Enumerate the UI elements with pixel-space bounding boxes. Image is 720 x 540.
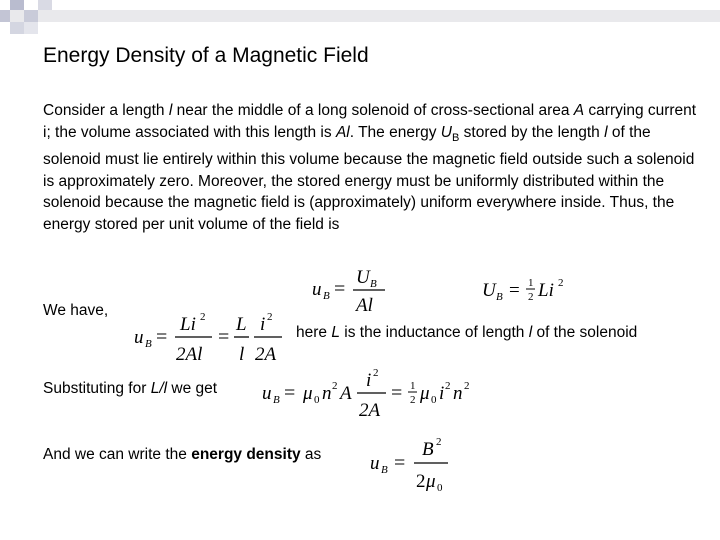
- eq-half-num: 1: [410, 380, 416, 392]
- eq-mu: μ: [303, 383, 313, 404]
- eq-mu: μ: [426, 471, 436, 492]
- eq-exponent: 2: [373, 367, 379, 379]
- para-text: Consider a length: [43, 102, 169, 119]
- para-text: of the solenoid must lie entirely within this volume because the magnetic field outside such a solenoid is approximately zero. Moreover, the stored energy must be uniformly distributed within the solenoid because the magnetic field is (approximately) uniform everywhere inside. Thus, the energy stored per unit volume of the field is: [43, 123, 695, 233]
- eq-term: i: [439, 383, 445, 404]
- deco-square: [24, 22, 38, 34]
- eq-denominator: 2A: [255, 344, 277, 365]
- label-text: And we can write the: [43, 446, 192, 463]
- label-text: as: [300, 446, 322, 463]
- we-have-label: We have,: [43, 302, 109, 319]
- note-var: l: [528, 324, 533, 341]
- deco-square: [10, 22, 24, 34]
- eq-equals: =: [394, 452, 406, 474]
- eq-subscript: 0: [314, 394, 320, 406]
- eq-numerator: Li: [180, 314, 196, 335]
- note-text: is the inductance of length: [339, 324, 529, 341]
- eq-symbol: U: [482, 280, 496, 301]
- eq-subscript: B: [323, 290, 330, 302]
- sub-text: we get: [167, 380, 218, 397]
- para-var: l: [604, 123, 608, 141]
- para-text: stored by the length: [459, 123, 605, 141]
- eq-denominator: l: [239, 344, 245, 365]
- header-decoration: [0, 0, 720, 45]
- eq-subscript: B: [381, 464, 388, 476]
- eq-subscript: B: [496, 291, 503, 303]
- eq-equals: =: [218, 326, 230, 348]
- eq-exponent: 2: [445, 380, 451, 392]
- eq-numerator: B: [422, 439, 434, 460]
- eq-exponent: 2: [200, 311, 206, 323]
- eq-term: n: [322, 383, 332, 404]
- eq-half-num: 1: [528, 277, 534, 289]
- eq-equals: =: [509, 280, 520, 301]
- eq-denominator: 2A: [359, 400, 381, 421]
- para-var: l: [168, 102, 173, 119]
- note-text: of the solenoid: [532, 324, 638, 341]
- eq-equals: =: [391, 382, 403, 404]
- eq-symbol: u: [312, 279, 322, 300]
- substituting-label: [43, 380, 217, 398]
- para-text: . The energy: [349, 123, 441, 141]
- eq-denominator: Al: [356, 295, 373, 316]
- deco-square: [10, 0, 24, 10]
- equation-stored-energy: [480, 272, 580, 308]
- eq-numerator: L: [236, 314, 247, 335]
- sub-text: Substituting for: [43, 380, 151, 397]
- header-band: [0, 10, 720, 22]
- para-var: A: [573, 102, 585, 119]
- eq-half-den: 2: [410, 394, 416, 406]
- eq-term: A: [340, 383, 352, 404]
- body-paragraph: [43, 100, 703, 235]
- eq-subscript: B: [145, 338, 152, 350]
- eq-subscript: 0: [431, 394, 437, 406]
- sub-var: L/l: [150, 380, 168, 397]
- equation-substitution: [132, 310, 292, 368]
- eq-exponent: 2: [436, 436, 442, 448]
- equation-energy-density-final: [368, 432, 458, 494]
- para-text: near the middle of a long solenoid of cross-sectional area: [172, 102, 574, 119]
- eq-symbol: u: [134, 327, 144, 348]
- eq-term: n: [453, 383, 463, 404]
- eq-subscript: 0: [437, 482, 443, 494]
- equation-mu-form: [260, 366, 480, 424]
- note-text: here: [296, 324, 332, 341]
- note-var: L: [331, 324, 340, 341]
- eq-numerator: i: [366, 370, 372, 391]
- eq-term: Li: [538, 280, 554, 301]
- eq-exponent: 2: [332, 380, 338, 392]
- label-bold: energy density: [191, 446, 301, 463]
- eq-denominator: 2Al: [176, 344, 203, 365]
- eq-symbol: u: [370, 453, 380, 474]
- energy-density-label: [43, 446, 321, 464]
- eq-half-den: 2: [528, 291, 534, 303]
- eq-exponent: 2: [464, 380, 470, 392]
- para-sub: B: [452, 131, 460, 144]
- slide-title: Energy Density of a Magnetic Field: [43, 44, 369, 67]
- eq-numerator: i: [260, 314, 266, 335]
- inductance-note: [296, 324, 637, 342]
- eq-subscript: B: [370, 278, 377, 290]
- para-var: Al: [335, 123, 350, 141]
- deco-square: [38, 0, 52, 10]
- eq-subscript: B: [273, 394, 280, 406]
- eq-equals: =: [156, 326, 168, 348]
- eq-denominator: 2: [416, 471, 426, 492]
- deco-square: [0, 10, 10, 22]
- equation-energy-density-def: [310, 262, 390, 316]
- eq-equals: =: [334, 278, 346, 300]
- deco-square: [24, 10, 38, 22]
- para-text: carrying current i; the volume associated with this length is: [43, 102, 697, 141]
- eq-symbol: u: [262, 383, 272, 404]
- eq-exponent: 2: [267, 311, 273, 323]
- eq-equals: =: [284, 382, 296, 404]
- eq-exponent: 2: [558, 277, 564, 289]
- eq-mu: μ: [420, 383, 430, 404]
- para-var: U: [440, 123, 452, 141]
- eq-numerator: U: [356, 267, 370, 288]
